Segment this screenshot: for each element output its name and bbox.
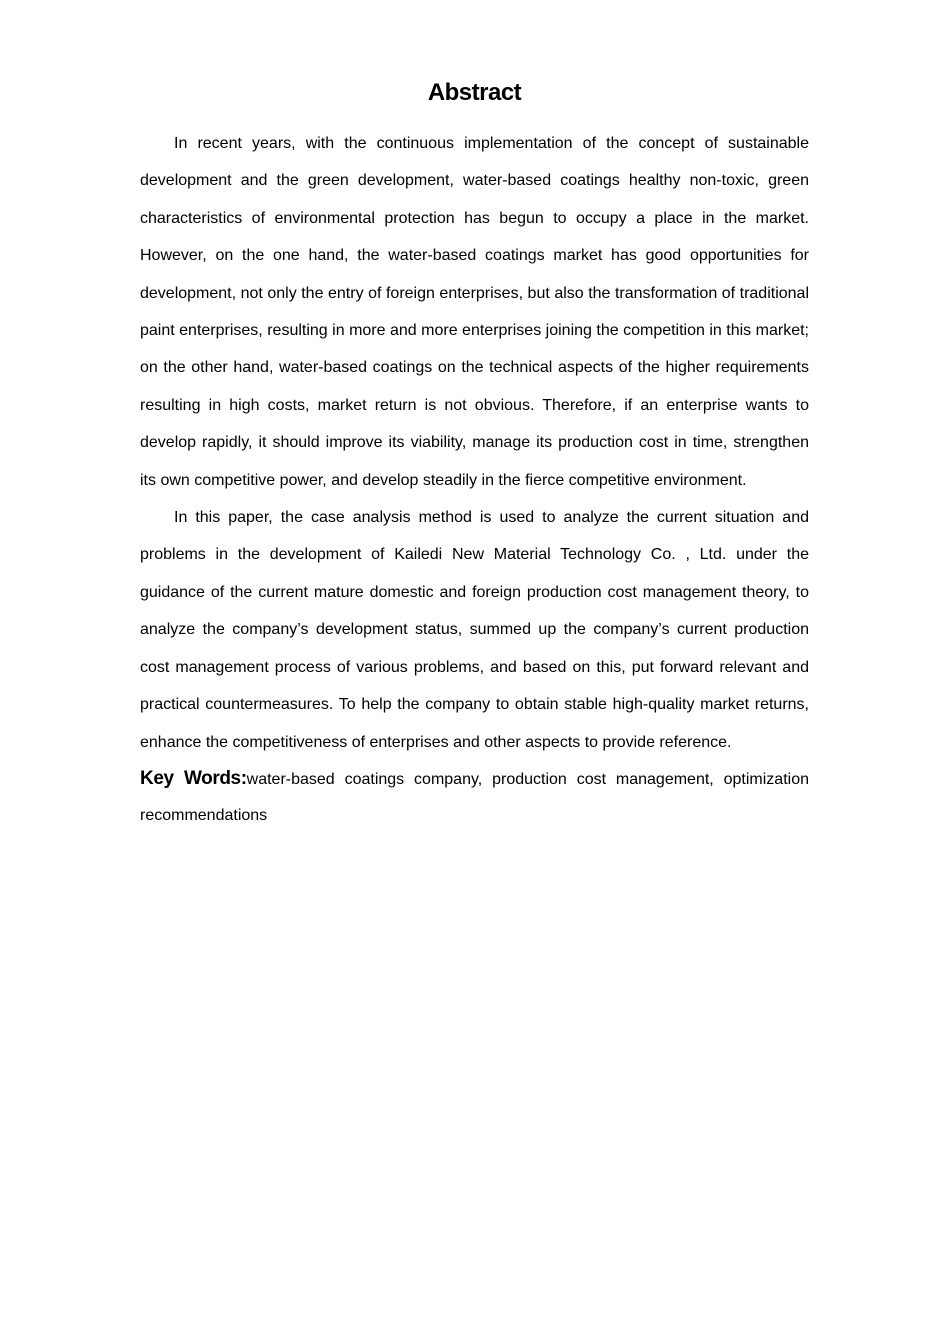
abstract-paragraph-1: In recent years, with the continuous implementation of the concept of sustainable development and the green development, water-based coatings healthy non-toxic, green characteristics of environmental protection has begun to occupy a place in the market. However, on the one hand, the water-based coatings market has good opportunities for development, not only the entry of foreign enterprises, but also the transformation of traditional paint enterprises, resulting in more and more enterprises joining the competition in this market; on the other hand, water-based coatings on the technical aspects of the higher requirements resulting in high costs, market return is not obvious. Therefore, if an enterprise wants to develop rapidly, it should improve its viability, manage its production cost in time, strengthen its own competitive power, and develop steadily in the fierce competitive environment. [140,135,809,489]
keywords-text: water-based coatings company, production cost management, optimization recommendations [140,770,809,825]
keywords-line [140,761,809,835]
abstract-section [140,77,809,835]
abstract-title: Abstract [427,79,522,106]
abstract-paragraph-2: In this paper, the case analysis method is used to analyze the current situation and problems in the development of Kailedi New Material Technology Co. , Ltd. under the guidance of the current mature domestic and foreign production cost management theory, to analyze the company’s development status, summed up the company’s current production cost management process of various problems, and based on this, put forward relevant and practical countermeasures. To help the company to obtain stable high-quality market returns, enhance the competitiveness of enterprises and other aspects to provide reference. [140,509,809,751]
keywords-label: Key Words: [140,767,247,789]
